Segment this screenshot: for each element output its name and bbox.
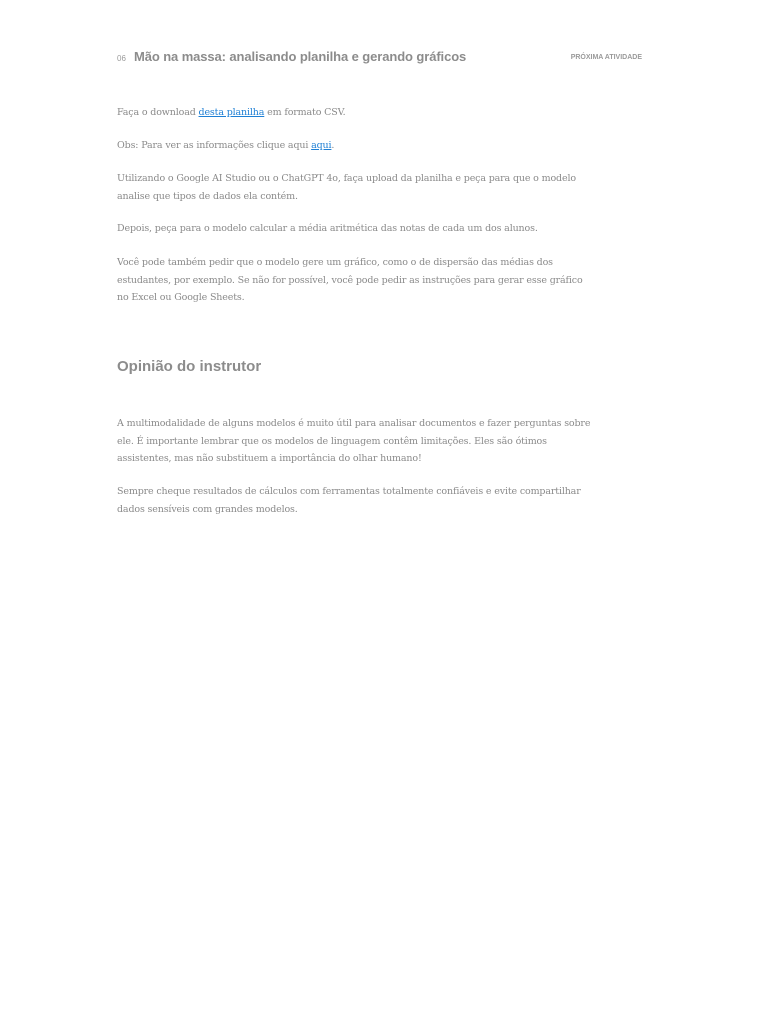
obs-text-before: Obs: Para ver as informações clique aqui <box>117 140 312 151</box>
instructor-paragraph-2: Sempre cheque resultados de cálculos com ferramentas totalmente confiáveis e evite compartilhar dados sensíveis com grandes modelos. <box>117 486 581 515</box>
download-text-before: Faça o download <box>117 107 199 118</box>
instructor-paragraph-1: A multimodalidade de alguns modelos é muito útil para analisar documentos e fazer perguntas sobre ele. É importante lembrar que os modelos de linguagem contêm limitações. Eles são ótimos assistentes, mas não substituem a importância do olhar humano! <box>117 418 591 464</box>
obs-paragraph <box>117 137 334 155</box>
instructor-opinion-title: Opinião do instrutor <box>117 358 262 375</box>
average-instructions-paragraph: Depois, peça para o modelo calcular a média aritmética das notas de cada um dos alunos. <box>117 223 538 234</box>
spreadsheet-download-link[interactable]: desta planilha <box>198 107 265 118</box>
download-text-after: em formato CSV. <box>264 107 346 118</box>
chart-instructions-paragraph: Você pode também pedir que o modelo gere um gráfico, como o de dispersão das médias dos estudantes, por exemplo. Se não for possível, você pode pedir as instruções para gerar esse gráfico no Excel ou Google Sheets. <box>117 257 583 303</box>
next-activity-link[interactable]: PRÓXIMA ATIVIDADE <box>570 54 642 61</box>
activity-title: Mão na massa: analisando planilha e gerando gráficos <box>134 49 467 64</box>
obs-text-after: . <box>331 140 335 151</box>
info-link[interactable]: aqui <box>311 140 332 151</box>
activity-header <box>117 49 642 69</box>
download-paragraph <box>117 104 346 122</box>
activity-number: 06 <box>117 54 126 63</box>
upload-instructions-paragraph: Utilizando o Google AI Studio ou o ChatGPT 4o, faça upload da planilha e peça para que o modelo analise que tipos de dados ela contém. <box>117 173 576 202</box>
